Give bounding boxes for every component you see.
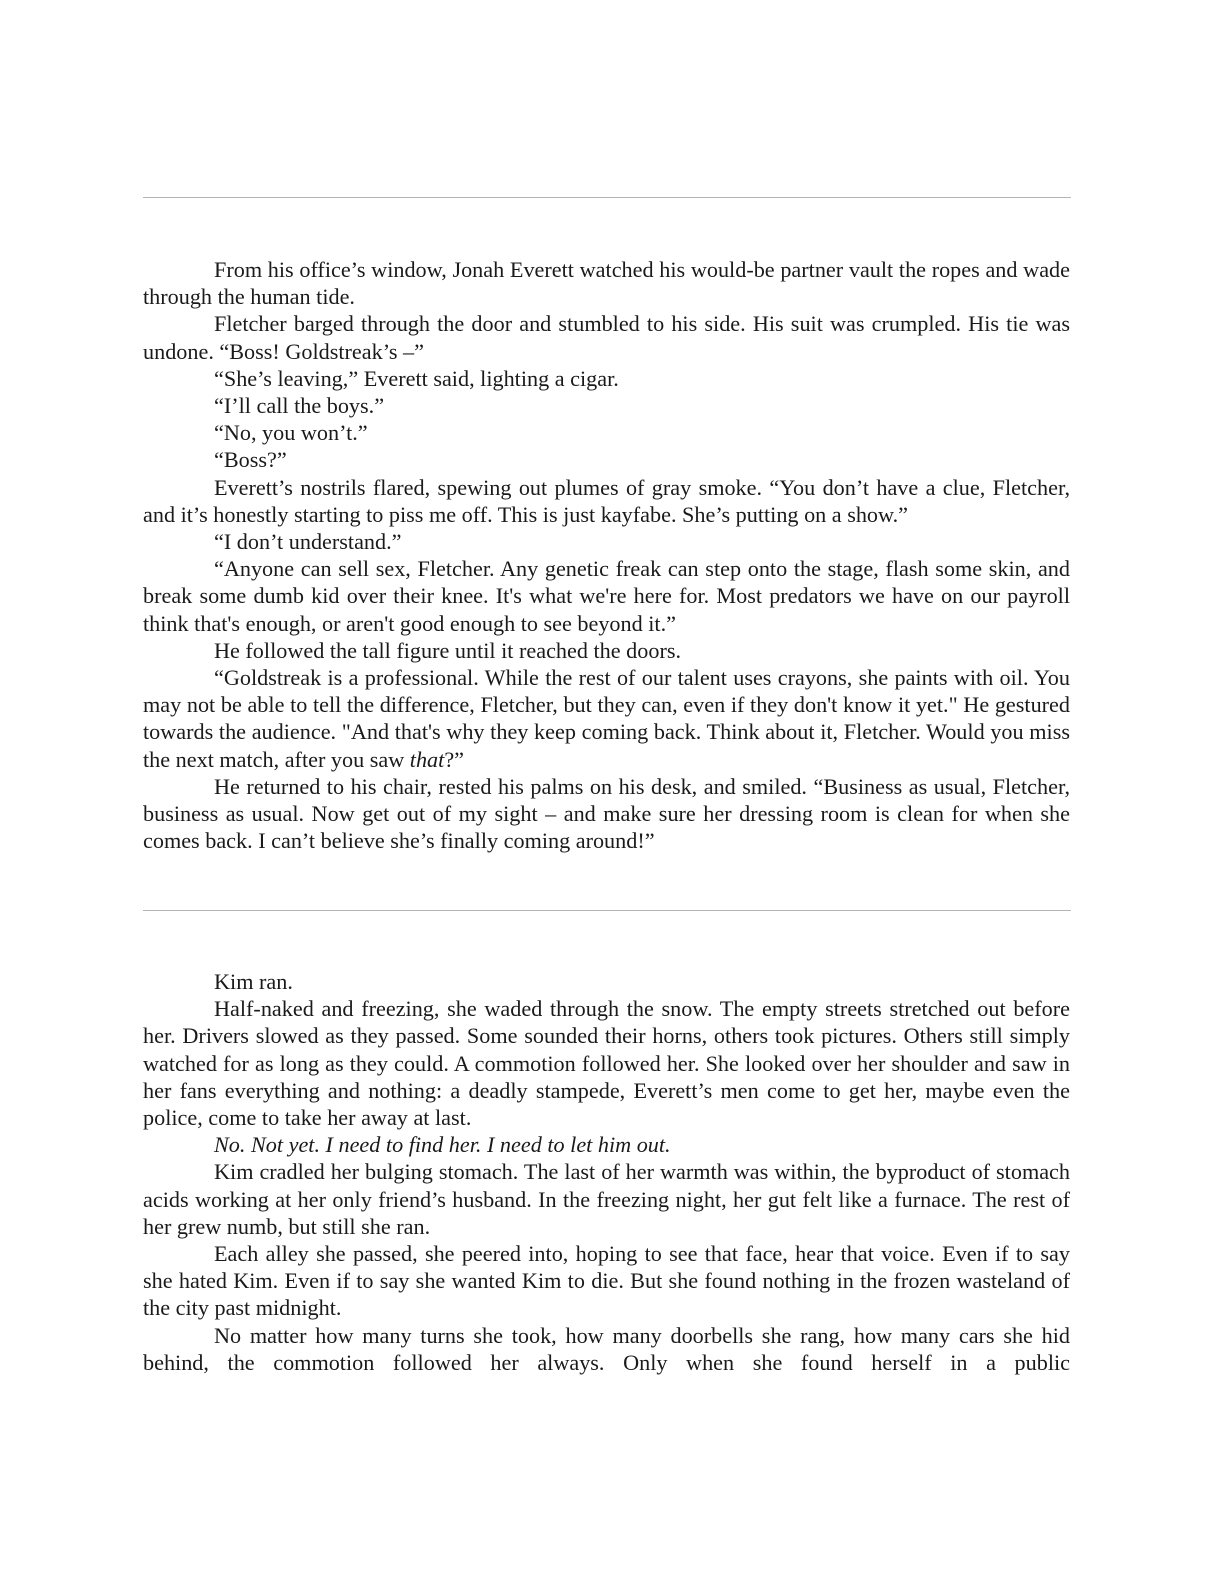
paragraph: “She’s leaving,” Everett said, lighting a cigar.	[214, 365, 619, 391]
paragraph: Everett’s nostrils flared, spewing out plumes of gray smoke. “You don’t have a clue, Fletcher, and it’s honestly starting to piss me off. This is just kayfabe. She’s putting on a show.”	[143, 474, 1070, 527]
paragraph: “I don’t understand.”	[214, 529, 402, 555]
italic-thought: No. Not yet. I need to find her. I need to let him out.	[214, 1132, 671, 1158]
story-section-kim	[143, 968, 1070, 1376]
paragraph: “Boss?”	[214, 447, 287, 473]
paragraph: He followed the tall figure until it reached the doors.	[214, 637, 682, 663]
paragraph: Kim ran.	[214, 969, 293, 994]
paragraph	[143, 1131, 1070, 1158]
paragraph: Half-naked and freezing, she waded through the snow. The empty streets stretched out before her. Drivers slowed as they passed. Some sounded their horns, others took pictures. Others still simply watched for as long as they could. A commotion followed her. She looked over her shoulder and saw in her fans everything and nothing: a deadly stampede, Everett’s men come to get her, maybe even the police, come to take her away at last.	[143, 996, 1070, 1131]
paragraph	[143, 664, 1070, 773]
paragraph: Kim cradled her bulging stomach. The last of her warmth was within, the byproduct of stomach acids working at her only friend’s husband. In the freezing night, her gut felt like a furnace. The rest of her grew numb, but still she ran.	[143, 1159, 1070, 1239]
italic-emphasis: that	[409, 746, 445, 772]
paragraph: “No, you won’t.”	[214, 420, 368, 446]
section-divider-middle	[143, 910, 1071, 911]
story-section-office	[143, 256, 1070, 854]
paragraph: “I’ll call the boys.”	[214, 393, 385, 419]
paragraph: Each alley she passed, she peered into, hoping to see that face, hear that voice. Even if to say she hated Kim. Even if to say she wanted Kim to die. But she found nothing in the frozen wasteland of the city past midnight.	[143, 1241, 1070, 1321]
paragraph-text: ?”	[444, 746, 465, 772]
paragraph: No matter how many turns she took, how many doorbells she rang, how many cars she hid behind, the commotion followed her always. Only when she found herself in a public	[143, 1322, 1070, 1375]
paragraph: Fletcher barged through the door and stumbled to his side. His suit was crumpled. His tie was undone. “Boss! Goldstreak’s –”	[143, 311, 1070, 364]
paragraph-text: “Goldstreak is a professional. While the rest of our talent uses crayons, she paints with oil. You may not be able to tell the difference, Fletcher, but they can, even if they don't know it yet." He gestured towards the audience. "And that's why they keep coming back. Think about it, Fletcher. Would you miss the next match, after you saw	[143, 665, 1070, 772]
section-divider-top	[143, 197, 1071, 198]
paragraph: He returned to his chair, rested his palms on his desk, and smiled. “Business as usual, Fletcher, business as usual. Now get out of my sight – and make sure her dressing room is clean for when she comes back. I can’t believe she’s finally coming around!”	[143, 773, 1070, 854]
paragraph: “Anyone can sell sex, Fletcher. Any genetic freak can step onto the stage, flash some skin, and break some dumb kid over their knee. It's what we're here for. Most predators we have on our payroll think that's enough, or aren't good enough to see beyond it.”	[143, 556, 1070, 636]
paragraph: From his office’s window, Jonah Everett watched his would-be partner vault the ropes and wade through the human tide.	[143, 257, 1070, 310]
